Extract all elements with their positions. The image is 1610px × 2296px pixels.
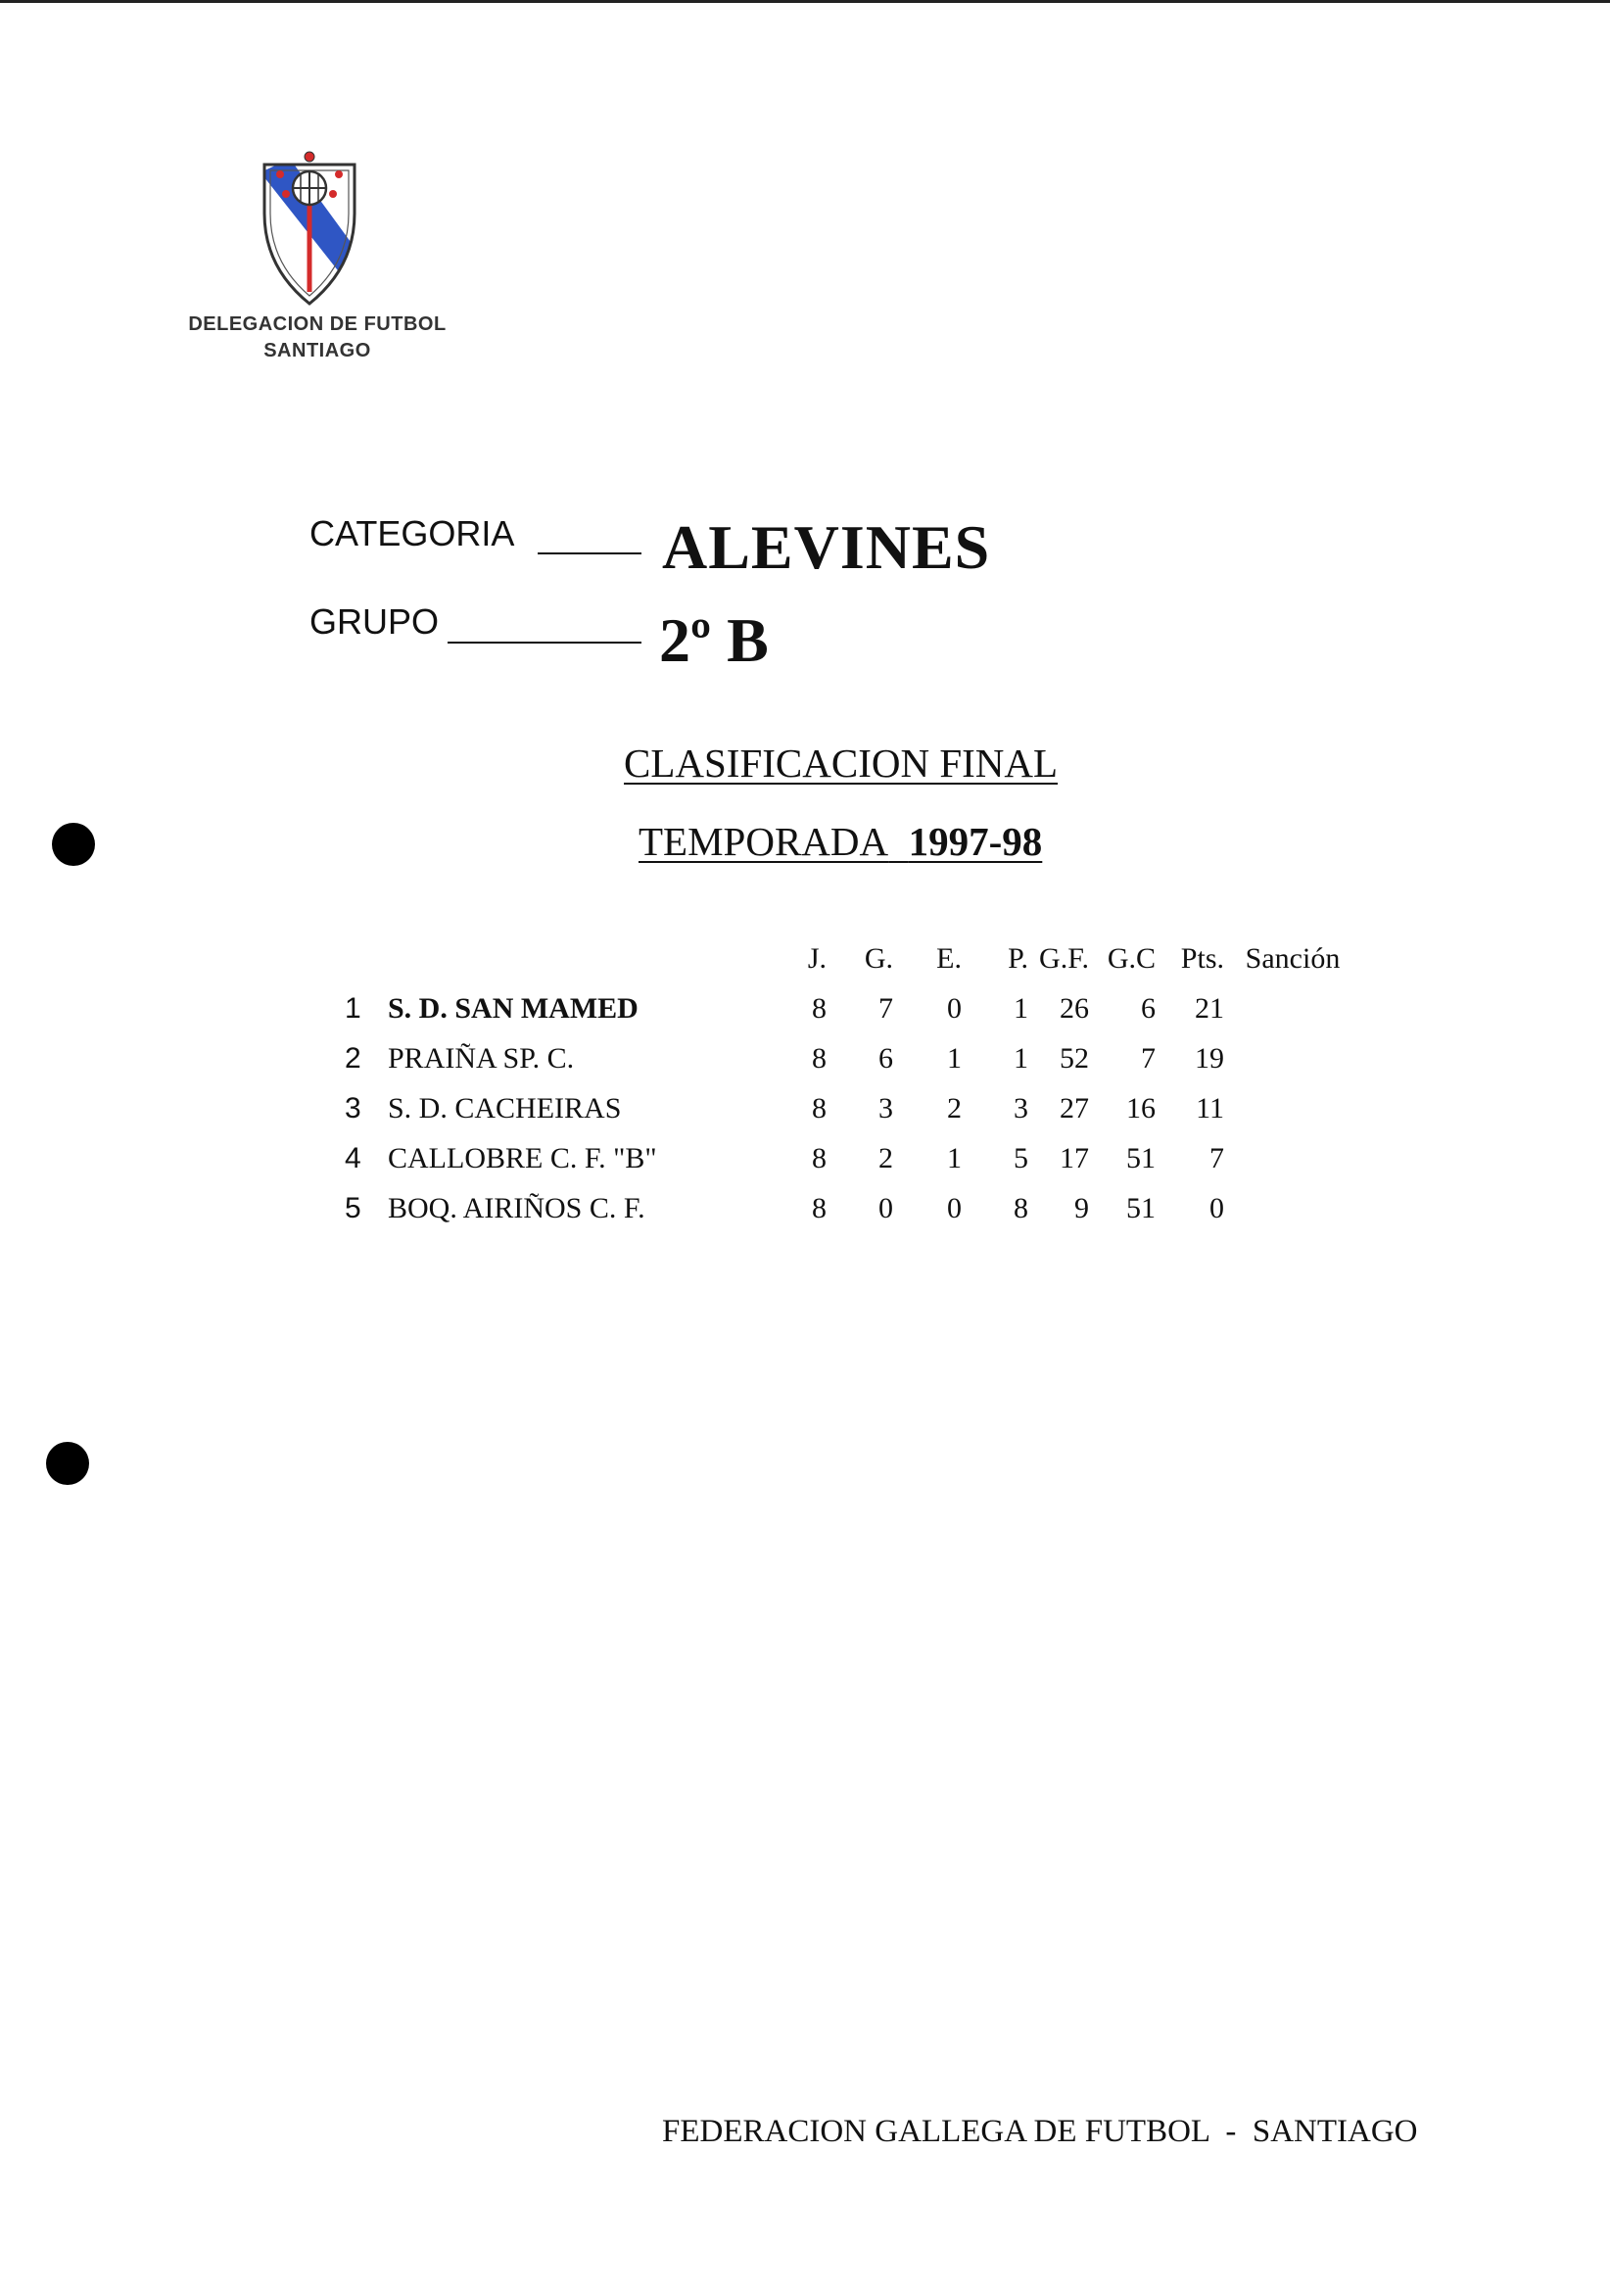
header-pts: Pts. <box>1180 941 1224 975</box>
temporada-title <box>639 818 1042 865</box>
footer-right: SANTIAGO <box>1252 2114 1418 2149</box>
cell-sancion <box>1224 1183 1361 1233</box>
cell-g: 6 <box>878 1041 893 1075</box>
cell-e: 1 <box>947 1141 962 1174</box>
logo-caption-line2: SANTIAGO <box>263 340 371 361</box>
temporada-value: 1997-98 <box>908 819 1043 864</box>
cell-gf: 26 <box>1060 991 1089 1025</box>
header-gc: G.C <box>1107 941 1156 975</box>
cell-p: 1 <box>1014 991 1028 1025</box>
cell-sancion <box>1224 1133 1361 1183</box>
cell-j: 8 <box>812 991 827 1025</box>
cell-gf: 27 <box>1060 1091 1089 1124</box>
table-row <box>345 1083 1361 1133</box>
grupo-value: 2º B <box>659 605 769 675</box>
cell-e: 2 <box>947 1091 962 1124</box>
punch-hole-lower <box>46 1442 89 1485</box>
federation-crest-logo <box>257 145 362 311</box>
cell-team: PRAIÑA SP. C. <box>388 1041 575 1075</box>
cell-pts: 7 <box>1209 1141 1224 1174</box>
cell-pos: 2 <box>345 1041 361 1075</box>
logo-caption-line1: DELEGACION DE FUTBOL <box>188 313 447 335</box>
cell-team: S. D. SAN MAMED <box>388 991 639 1025</box>
cell-j: 8 <box>812 1091 827 1124</box>
cell-e: 0 <box>947 1191 962 1224</box>
cell-gc: 51 <box>1126 1141 1156 1174</box>
cell-pos: 5 <box>345 1191 361 1224</box>
cell-pos: 4 <box>345 1141 361 1174</box>
grupo-fill-line <box>448 642 641 644</box>
table-row <box>345 1183 1361 1233</box>
top-border-line <box>0 0 1610 3</box>
cell-p: 5 <box>1014 1141 1028 1174</box>
header-gf: G.F. <box>1039 941 1089 975</box>
categoria-label: CATEGORIA <box>309 513 515 553</box>
categoria-fill-line <box>538 552 641 554</box>
footer-left: FEDERACION GALLEGA DE FUTBOL <box>662 2114 1209 2149</box>
cell-gf: 17 <box>1060 1141 1089 1174</box>
cell-team: CALLOBRE C. F. "B" <box>388 1141 657 1174</box>
header-j: J. <box>807 941 827 975</box>
cell-j: 8 <box>812 1141 827 1174</box>
cell-gf: 9 <box>1074 1191 1089 1224</box>
cell-sancion <box>1224 1033 1361 1083</box>
table-row <box>345 983 1361 1033</box>
cell-j: 8 <box>812 1041 827 1075</box>
cell-team: S. D. CACHEIRAS <box>388 1091 622 1124</box>
cell-e: 1 <box>947 1041 962 1075</box>
table-row <box>345 1133 1361 1183</box>
standings-table <box>345 933 1361 1233</box>
cell-p: 1 <box>1014 1041 1028 1075</box>
cell-gc: 51 <box>1126 1191 1156 1224</box>
cell-e: 0 <box>947 991 962 1025</box>
cell-p: 3 <box>1014 1091 1028 1124</box>
cell-gc: 7 <box>1141 1041 1156 1075</box>
cell-pts: 21 <box>1195 991 1224 1025</box>
cell-sancion <box>1224 983 1361 1033</box>
cell-j: 8 <box>812 1191 827 1224</box>
temporada-label: TEMPORADA <box>639 819 889 864</box>
header-pos <box>345 933 388 983</box>
header-sancion: Sanción <box>1245 941 1341 975</box>
categoria-value: ALEVINES <box>662 512 991 582</box>
grupo-label: GRUPO <box>309 601 440 642</box>
cell-team: BOQ. AIRIÑOS C. F. <box>388 1191 645 1224</box>
footer <box>662 2114 1418 2150</box>
cell-pos: 3 <box>345 1091 361 1124</box>
header-team <box>388 933 778 983</box>
cell-gf: 52 <box>1060 1041 1089 1075</box>
cell-pts: 19 <box>1195 1041 1224 1075</box>
cell-p: 8 <box>1014 1191 1028 1224</box>
cell-g: 3 <box>878 1091 893 1124</box>
punch-hole-upper <box>52 823 95 866</box>
table-row <box>345 1033 1361 1083</box>
header-g: G. <box>864 941 893 975</box>
cell-g: 7 <box>878 991 893 1025</box>
cell-g: 2 <box>878 1141 893 1174</box>
cell-gc: 16 <box>1126 1091 1156 1124</box>
table-header-row <box>345 933 1361 983</box>
cell-pts: 11 <box>1196 1091 1224 1124</box>
cell-gc: 6 <box>1141 991 1156 1025</box>
header-e: E. <box>936 941 962 975</box>
header-p: P. <box>1008 941 1028 975</box>
cell-sancion <box>1224 1083 1361 1133</box>
cell-g: 0 <box>878 1191 893 1224</box>
footer-separator: - <box>1225 2114 1237 2149</box>
clasificacion-title: CLASIFICACION FINAL <box>624 741 1059 786</box>
cell-pos: 1 <box>345 991 361 1025</box>
cell-pts: 0 <box>1209 1191 1224 1224</box>
